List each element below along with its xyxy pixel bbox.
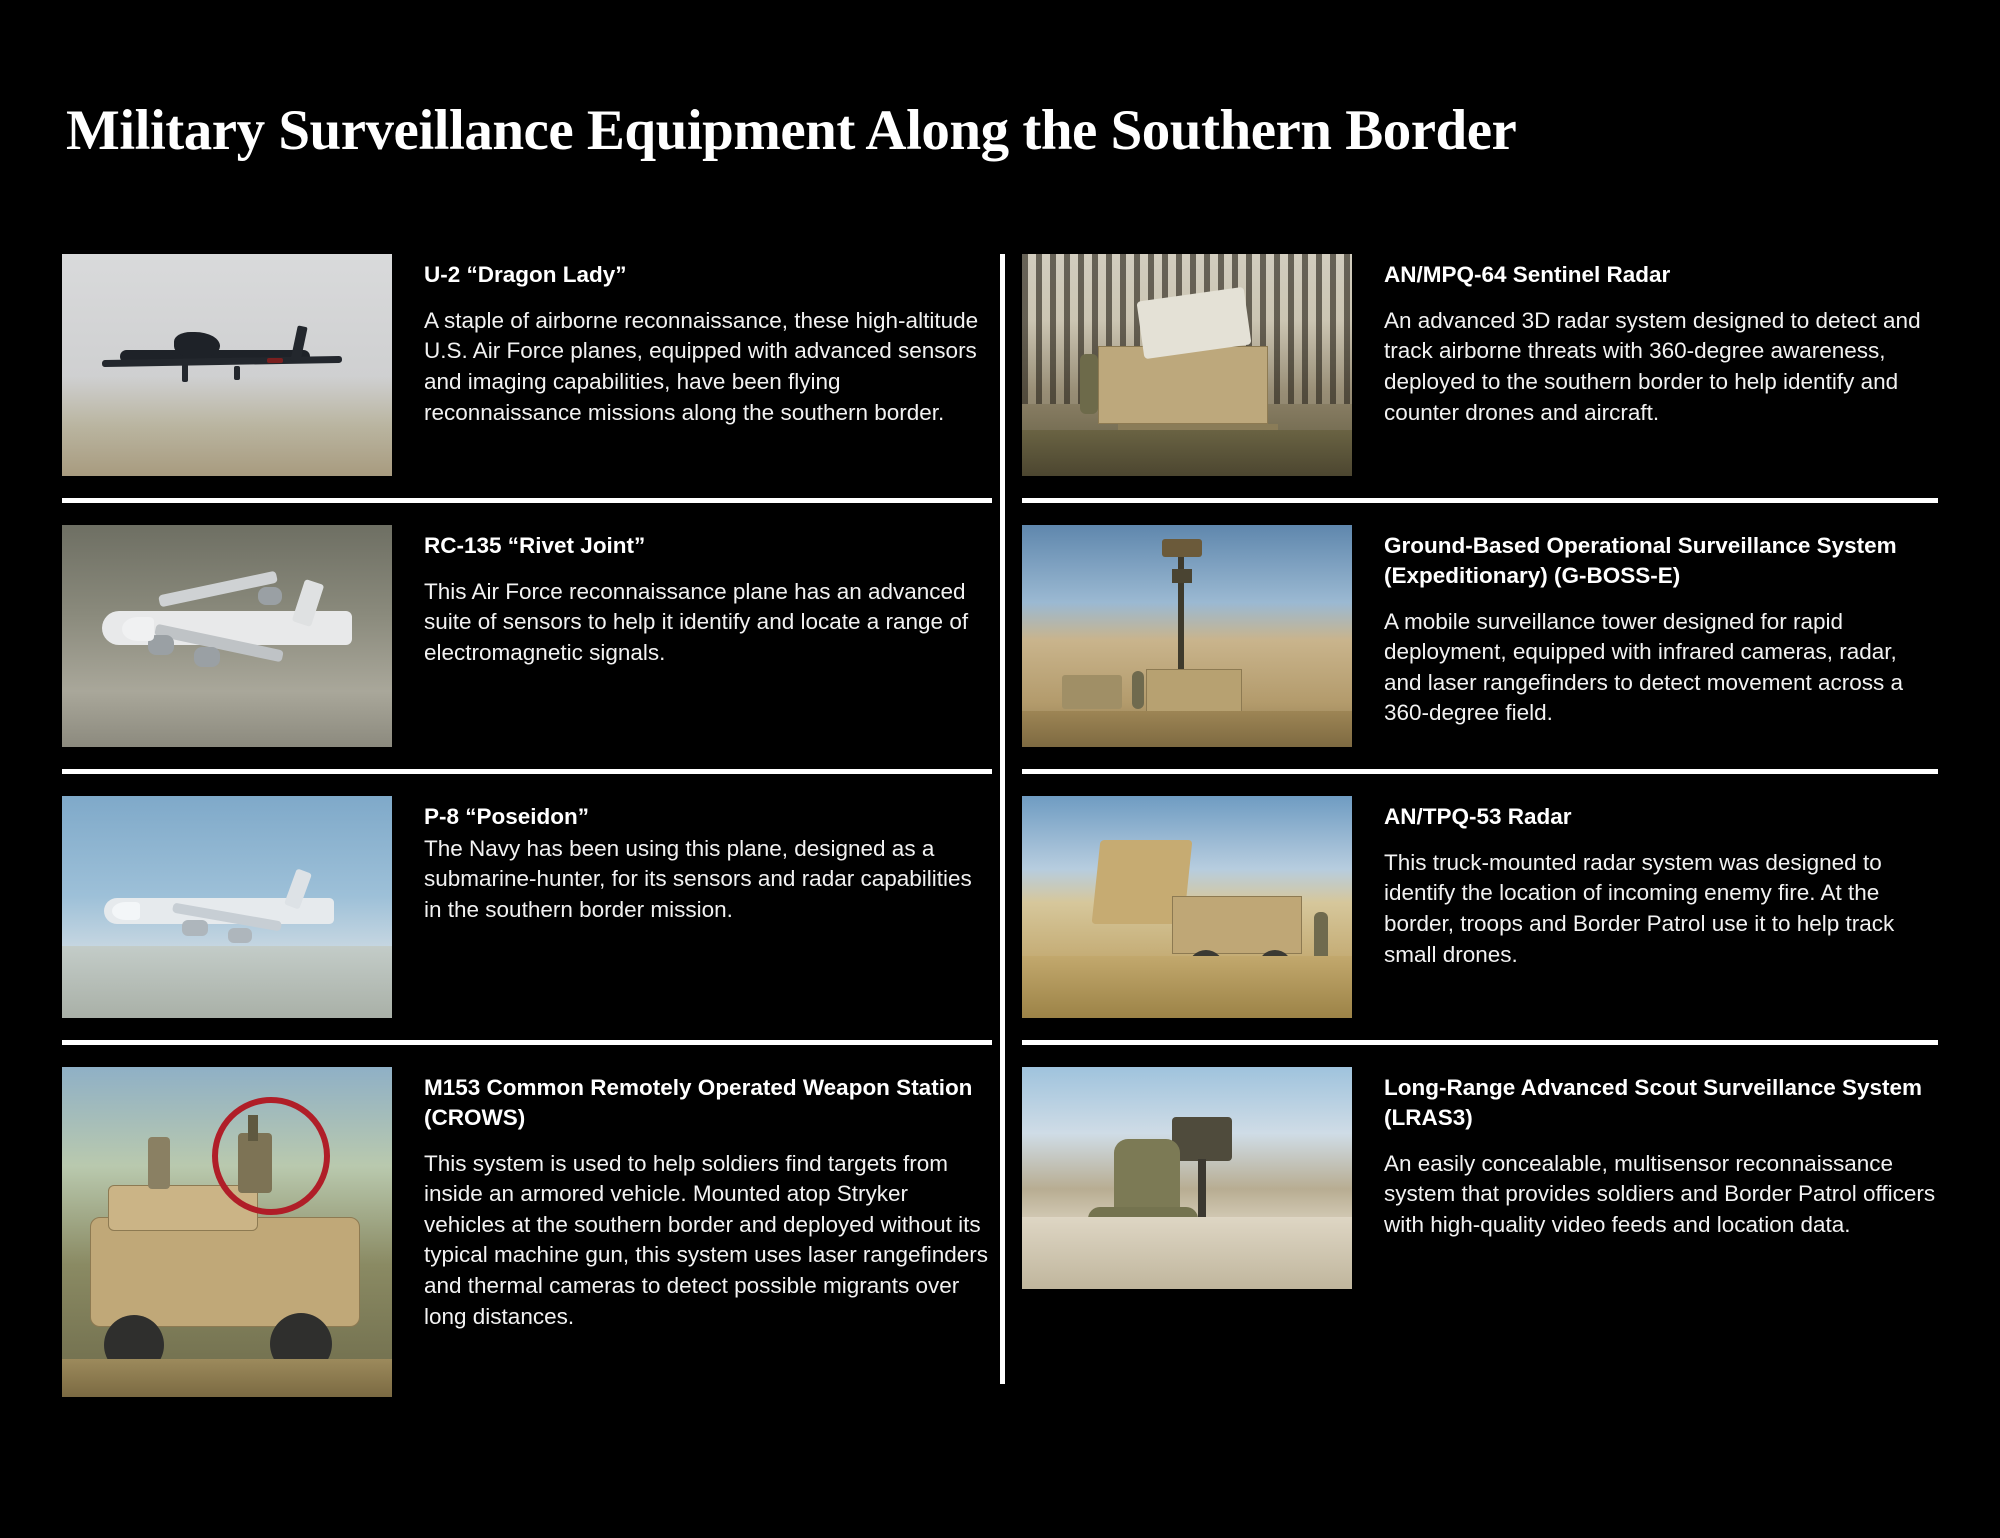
image-p-8-poseidon	[62, 796, 392, 1018]
card-divider	[1022, 769, 1938, 774]
card-body: The Navy has been using this plane, designed as a submarine-hunter, for its sensors and radar capabilities in the southern border mission.	[424, 835, 972, 923]
card-divider	[1022, 1040, 1938, 1045]
card-title: Long-Range Advanced Scout Surveillance System (LRAS3)	[1384, 1075, 1923, 1130]
card-title: P-8 “Poseidon”	[424, 804, 590, 830]
card-m153-crows	[62, 1067, 992, 1397]
card-an-mpq-64-sentinel-radar	[1022, 254, 1938, 476]
card-body: This truck-mounted radar system was designed to identify the location of incoming enemy fire. At the border, troops and Border Patrol use it to help track small drones.	[1384, 849, 1895, 967]
left-column	[62, 254, 1000, 1397]
image-an-mpq-64-sentinel-radar	[1022, 254, 1352, 476]
card-an-tpq-53-radar	[1022, 796, 1938, 1018]
card-rc-135-rivet-joint	[62, 525, 992, 747]
infographic-page	[0, 38, 2000, 1538]
card-title: AN/MPQ-64 Sentinel Radar	[1384, 262, 1671, 288]
image-rc-135-rivet-joint	[62, 525, 392, 747]
card-p-8-poseidon	[62, 796, 992, 1018]
card-divider	[62, 498, 992, 503]
card-title: AN/TPQ-53 Radar	[1384, 804, 1572, 830]
card-divider	[1022, 498, 1938, 503]
image-u2-dragon-lady	[62, 254, 392, 476]
card-title: Ground-Based Operational Surveillance System (Expeditionary) (G-BOSS-E)	[1384, 533, 1897, 588]
image-an-tpq-53-radar	[1022, 796, 1352, 1018]
card-title: M153 Common Remotely Operated Weapon Station (CROWS)	[424, 1075, 973, 1130]
highlight-circle-icon	[212, 1097, 330, 1215]
card-body: A mobile surveillance tower designed for rapid deployment, equipped with infrared cameras, radar, and laser rangefinders to detect movement across a 360-degree field.	[1384, 608, 1904, 726]
image-g-boss-e	[1022, 525, 1352, 747]
card-g-boss-e	[1022, 525, 1938, 747]
cards-grid	[62, 254, 1938, 1397]
image-m153-crows	[62, 1067, 392, 1397]
right-column	[1000, 254, 1938, 1397]
card-body: A staple of airborne reconnaissance, these high-altitude U.S. Air Force planes, equipped with advanced sensors and imaging capabilities, have been flying reconnaissance missions along the southern border.	[424, 307, 979, 425]
card-body: This system is used to help soldiers find targets from inside an armored vehicle. Mounted atop Stryker vehicles at the southern border and deployed without its typical machine gun, this system uses laser rangefinders and thermal cameras to detect possible migrants over long distances.	[424, 1150, 989, 1329]
card-body: An easily concealable, multisensor reconnaissance system that provides soldiers and Border Patrol officers with high-quality video feeds and location data.	[1384, 1150, 1936, 1237]
card-body: This Air Force reconnaissance plane has an advanced suite of sensors to help it identify and locate a range of electromagnetic signals.	[424, 578, 969, 666]
card-u2-dragon-lady	[62, 254, 992, 476]
card-title: RC-135 “Rivet Joint”	[424, 533, 646, 559]
card-title: U-2 “Dragon Lady”	[424, 262, 627, 288]
page-title: Military Surveillance Equipment Along the Southern Border	[66, 99, 1517, 163]
card-lras3	[1022, 1067, 1938, 1289]
card-divider	[62, 1040, 992, 1045]
card-divider	[62, 769, 992, 774]
card-body: An advanced 3D radar system designed to detect and track airborne threats with 360-degree awareness, deployed to the southern border to help identify and counter drones and aircraft.	[1384, 307, 1921, 425]
image-lras3	[1022, 1067, 1352, 1289]
